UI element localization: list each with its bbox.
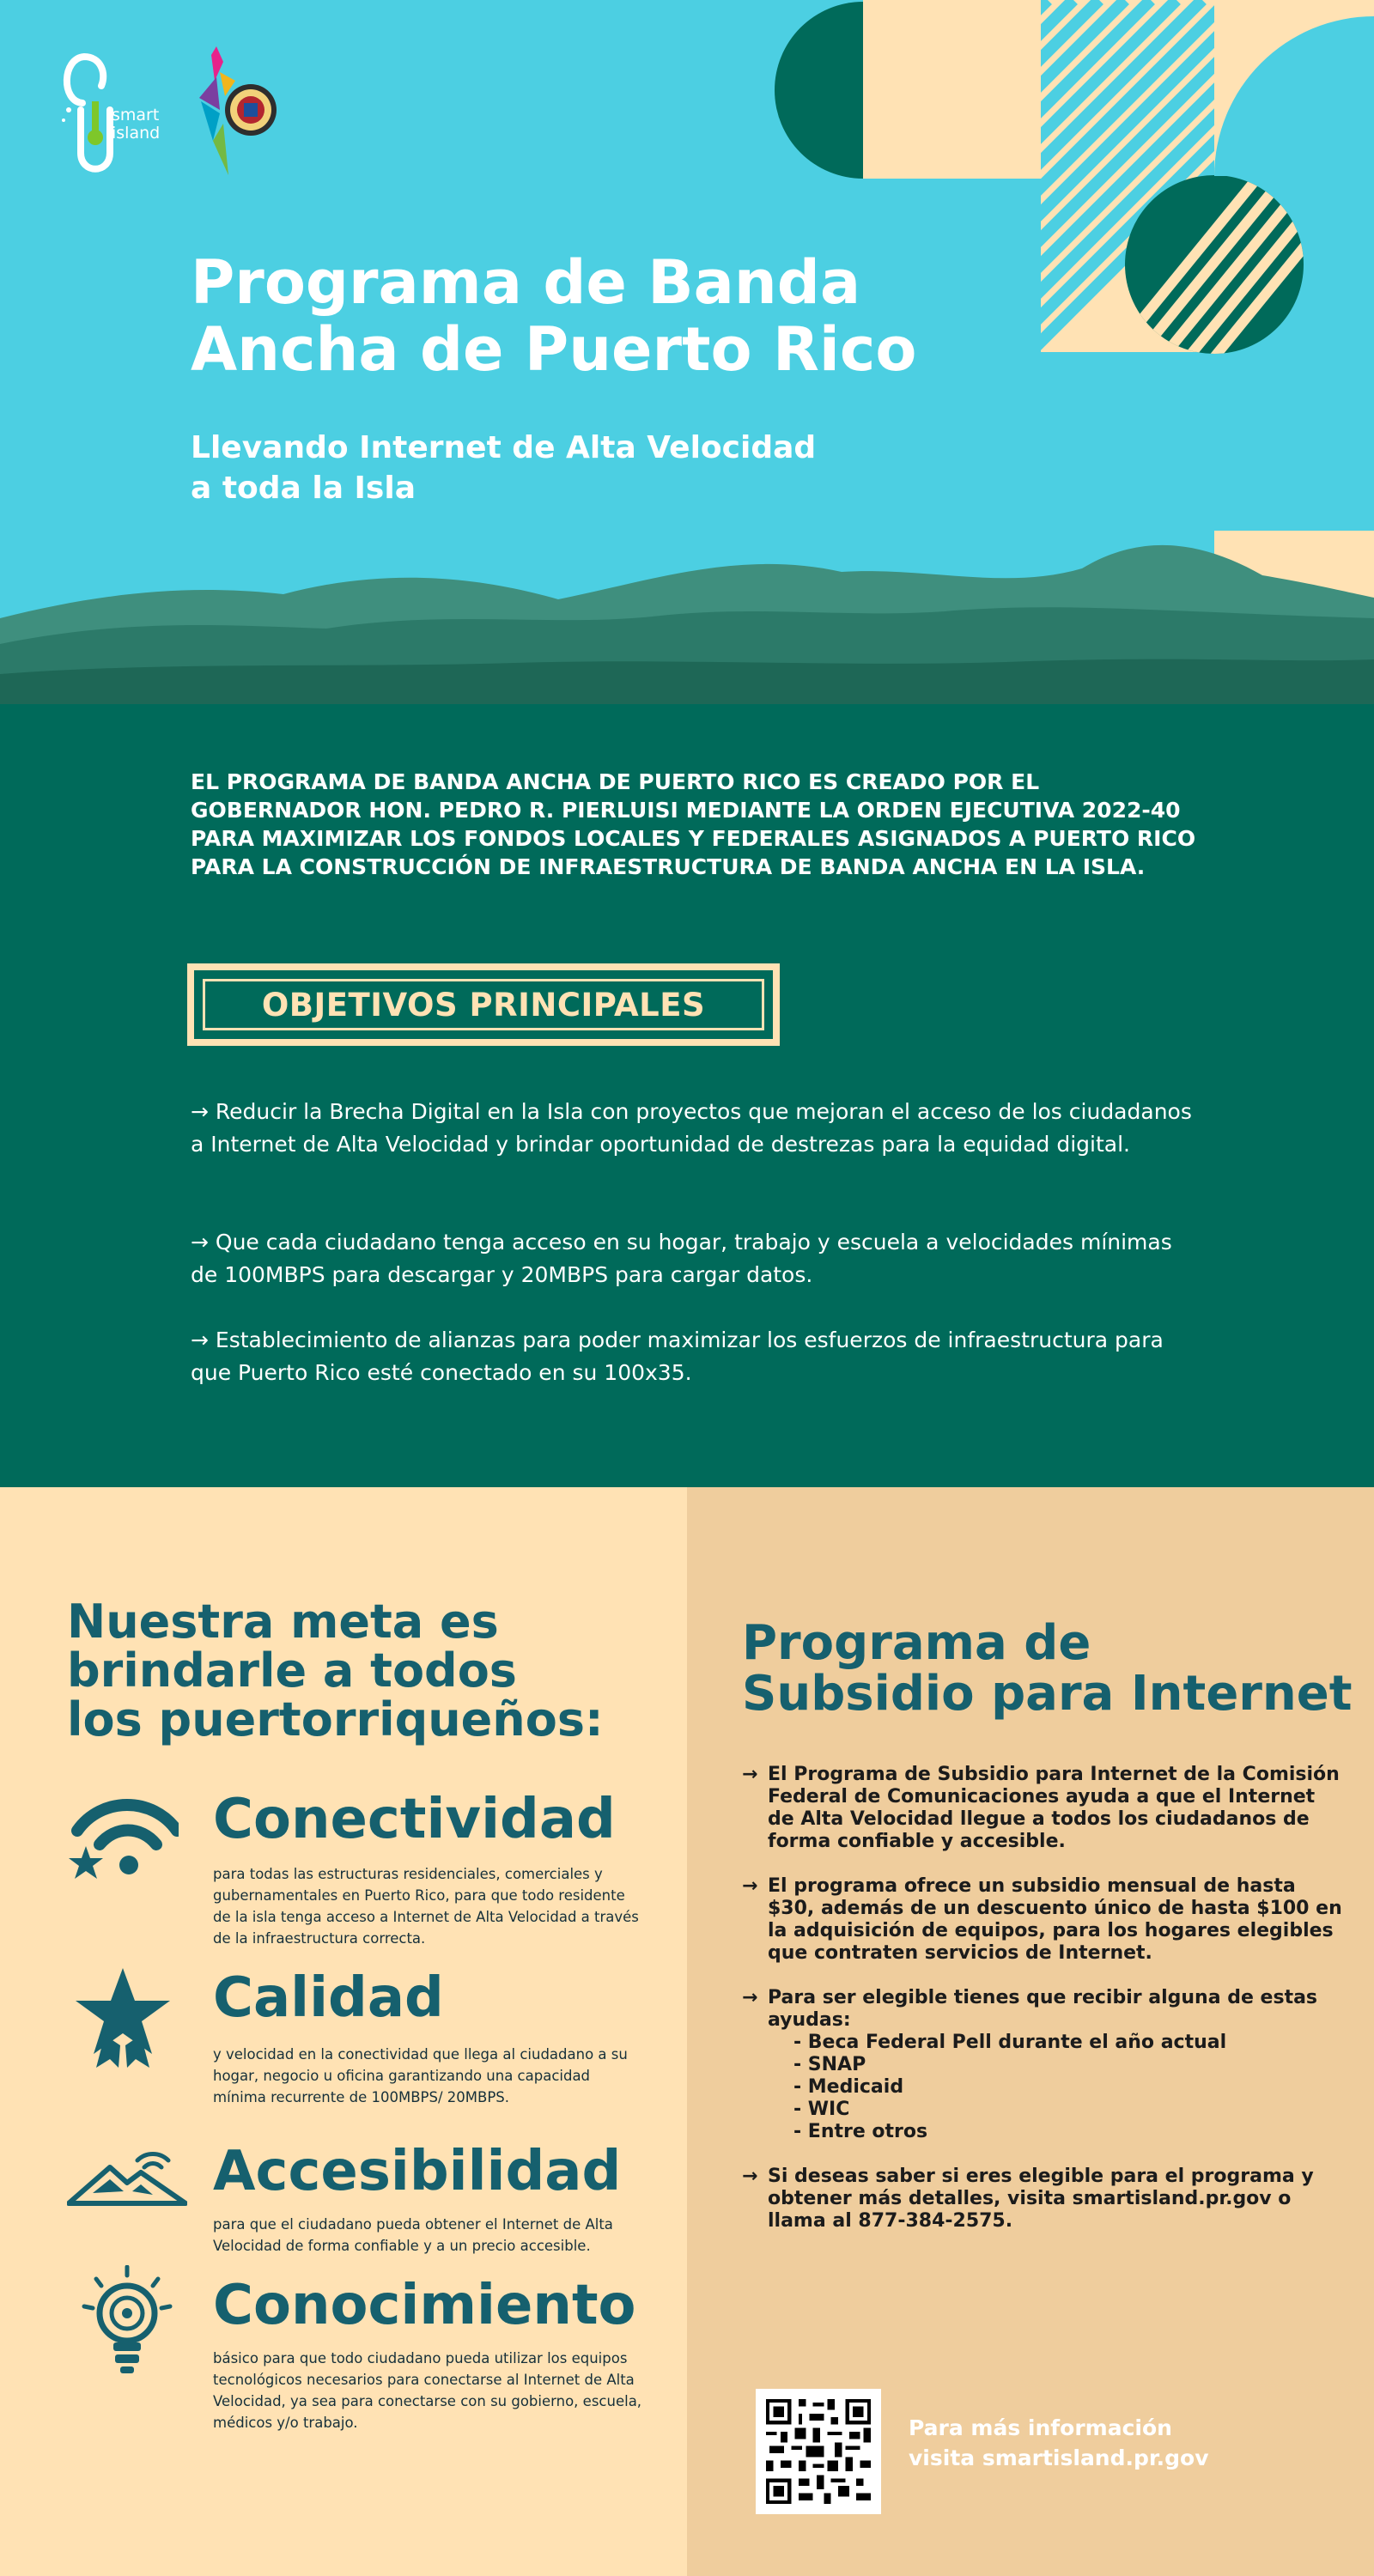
arrow-icon: →	[742, 2166, 758, 2187]
more-info-text	[909, 2413, 1269, 2473]
mountain-signal-icon	[67, 2148, 187, 2208]
goals-heading	[67, 1595, 668, 1747]
subsidy-list-item	[742, 1764, 1343, 1853]
subtitle-line-2: a toda la Isla	[191, 471, 416, 506]
subsidy-section	[687, 1487, 1374, 2576]
pillar-description: básico para que todo ciudadano pueda utilizar los equipos tecnológicos necesarios para conectarse al Internet de Alta Velocidad, ya sea para conectarse con su gobierno, escuela, médicos y/o trabajo.	[213, 2350, 642, 2431]
logo-text-smart: smart	[112, 106, 160, 125]
goals-heading-line-2: brindarle a todos	[67, 1643, 517, 1698]
subsidy-item-text: El programa ofrece un subsidio mensual de hasta $30, además de un descuento único de hasta $100 en la adquisición de equipos, para los hogares elegibles que contraten servicios de Internet.	[768, 1875, 1342, 1964]
objective-item	[191, 1096, 1204, 1161]
pillar-description: y velocidad en la conectividad que llega al ciudadano a su hogar, negocio u oficina garantizando una capacidad mínima recurrente de 100MBPS/ 20MBPS.	[213, 2046, 628, 2105]
pillar-description: para que el ciudadano pueda obtener el Internet de Alta Velocidad de forma confiable y a un precio accesible.	[213, 2216, 613, 2254]
objective-text: Reducir la Brecha Digital en la Isla con proyectos que mejoran el acceso de los ciudadanos a Internet de Alta Velocidad y brindar oportunidad de destrezas para la equidad digital.	[191, 1099, 1192, 1157]
arrow-icon: →	[742, 1987, 758, 2008]
eligibility-option: - WIC	[793, 2099, 850, 2120]
arrow-icon: →	[191, 1327, 209, 1352]
subsidy-item-text: El Programa de Subsidio para Internet de la Comisión Federal de Comunicaciones ayuda a que el Internet de Alta Velocidad llegue a todos los ciudadanos de forma confiable y accesible.	[768, 1764, 1340, 1852]
page-subtitle	[191, 428, 964, 508]
arrow-icon: →	[742, 1764, 758, 1785]
intro-paragraph: EL PROGRAMA DE BANDA ANCHA DE PUERTO RICO ES CREADO POR EL GOBERNADOR HON. PEDRO R. PIERLUISI MEDIANTE LA ORDEN EJECUTIVA 2022-40 PARA MAXIMIZAR LOS FONDOS LOCALES Y FEDERALES ASIGNADOS A PUERTO RICO PARA LA CONSTRUCCIÓN DE INFRAESTRUCTURA DE BANDA ANCHA EN LA ISLA.	[191, 769, 1196, 879]
objectives-heading-inner-border	[203, 979, 764, 1030]
objectives-heading: OBJETIVOS PRINCIPALES	[261, 986, 706, 1024]
objective-text: Establecimiento de alianzas para poder maximizar los esfuerzos de infraestructura para que Puerto Rico esté conectado en su 100x35.	[191, 1327, 1164, 1385]
lightbulb-icon	[67, 2265, 187, 2377]
mountain-landscape	[0, 515, 1374, 704]
subtitle-line-1: Llevando Internet de Alta Velocidad	[191, 430, 817, 465]
hero-banner	[0, 0, 1374, 704]
logo-text-island: island	[112, 124, 161, 143]
qr-code-icon	[766, 2399, 871, 2504]
page-title	[191, 249, 964, 383]
more-info-link[interactable]: visita smartisland.pr.gov	[909, 2445, 1209, 2470]
subsidy-list-item	[742, 2166, 1343, 2233]
goals-heading-line-1: Nuestra meta es	[67, 1595, 499, 1649]
subsidy-heading-line-2: Subsidio para Internet	[742, 1666, 1353, 1722]
more-info-line-1: Para más información	[909, 2415, 1172, 2440]
subsidy-item-text: Si deseas saber si eres elegible para el programa y obtener más detalles, visita smartisland.pr.gov o llama al 877-384-2575.	[768, 2166, 1314, 2232]
goals-section	[0, 1487, 687, 2576]
title-line-1: Programa de Banda	[191, 247, 861, 318]
eligibility-option: - Beca Federal Pell durante el año actual	[793, 2032, 1227, 2053]
arrow-icon: →	[191, 1230, 209, 1255]
pillar-title: Conectividad	[213, 1788, 616, 1851]
objectives-heading-box	[187, 963, 780, 1046]
pillar-title: Conocimiento	[213, 2274, 636, 2337]
pillar-title: Accesibilidad	[213, 2140, 622, 2203]
subsidy-list-item	[742, 1987, 1343, 2143]
arrow-icon: →	[191, 1099, 209, 1124]
subsidy-list	[742, 1764, 1343, 2255]
smart-island-logo-text	[112, 106, 160, 143]
pillar-title: Calidad	[213, 1966, 444, 2030]
program-overview-section	[0, 704, 1374, 1487]
eligibility-option: - Medicaid	[793, 2076, 904, 2098]
objective-text: Que cada ciudadano tenga acceso en su hogar, trabajo y escuela a velocidades mínimas de 100MBPS para descargar y 20MBPS para cargar datos.	[191, 1230, 1172, 1287]
government-seal-logo	[194, 46, 280, 180]
subsidy-list-item	[742, 1875, 1343, 1965]
arrow-icon: →	[742, 1875, 758, 1897]
subsidy-heading	[742, 1615, 1360, 1722]
wifi-star-icon	[67, 1796, 179, 1891]
eligibility-option: - SNAP	[793, 2054, 866, 2075]
objective-item	[191, 1226, 1204, 1291]
subsidy-heading-line-1: Programa de	[742, 1615, 1091, 1671]
title-line-2: Ancha de Puerto Rico	[191, 314, 917, 385]
eligibility-option: - Entre otros	[793, 2121, 928, 2142]
star-ribbon-icon	[67, 1966, 179, 2069]
goals-heading-line-3: los puertorriqueños:	[67, 1692, 604, 1747]
objective-item	[191, 1324, 1204, 1389]
subsidy-item-text: Para ser elegible tienes que recibir alguna de estas ayudas:	[768, 1987, 1318, 2031]
qr-code[interactable]	[756, 2389, 881, 2514]
pillar-description: para todas las estructuras residenciales, comerciales y gubernamentales en Puerto Rico, para que todo residente de la isla tenga acceso a Internet de Alta Velocidad a través de la infraestructura correcta.	[213, 1866, 639, 1947]
